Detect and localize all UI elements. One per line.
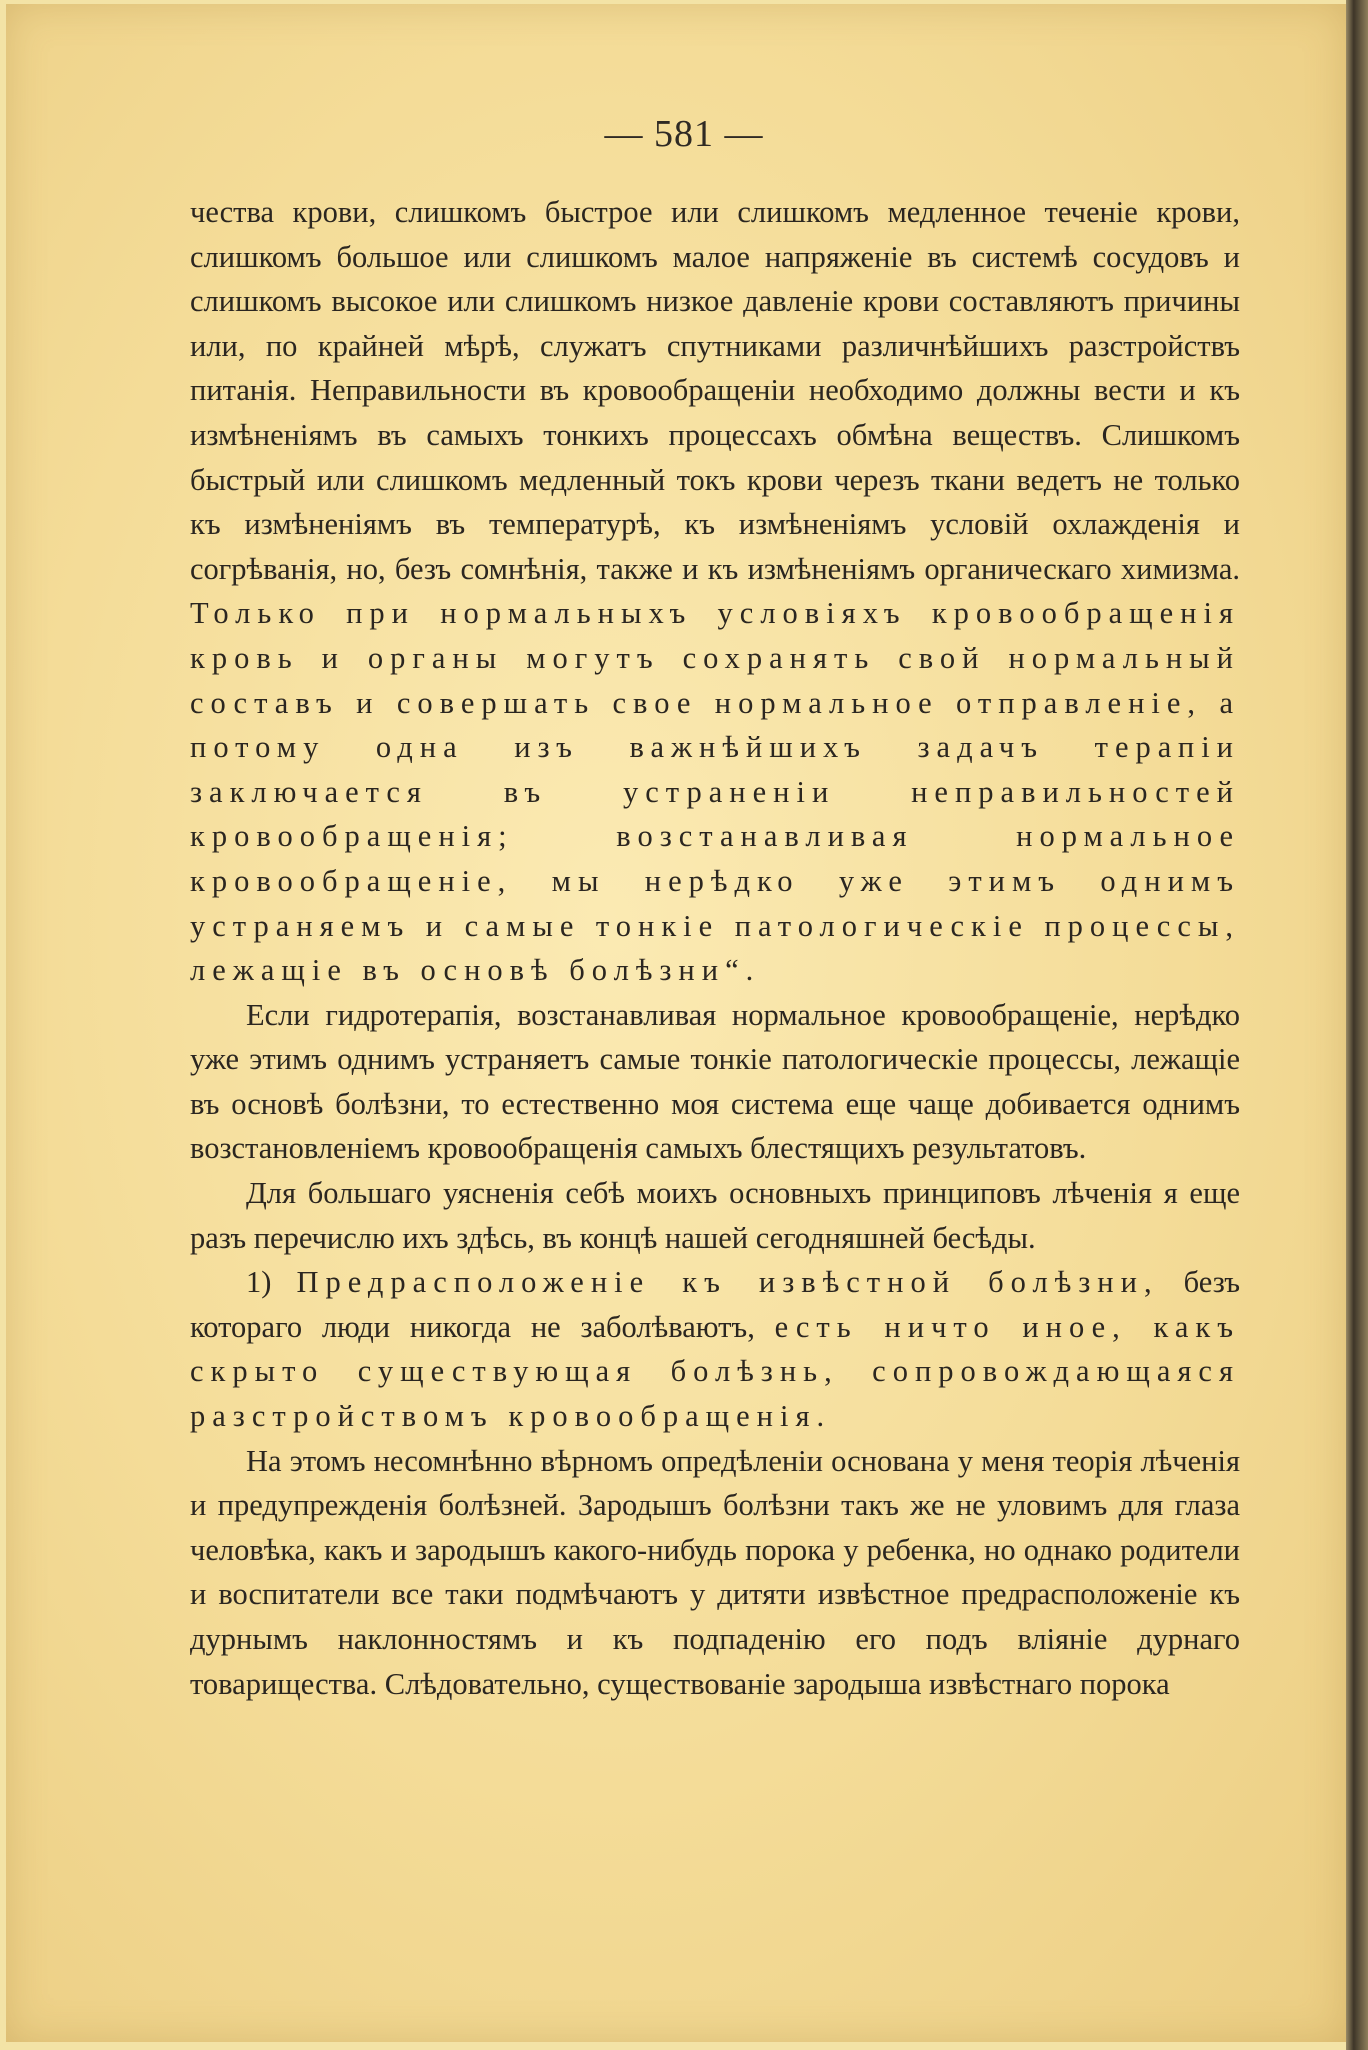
paragraph-text: Для большаго уясненія себѣ моихъ основныхъ принциповъ лѣченія я еще разъ перечислю ихъ здѣсь, въ концѣ нашей сегодняшней бесѣды. [190,1176,1240,1255]
paragraph-5 [190,1439,1240,1707]
paragraph-2 [190,993,1240,1171]
paragraph-3 [190,1171,1240,1260]
list-number: 1) [246,1265,297,1300]
spaced-emphasis-text: есть ничто иное, какъ скрыто существующая болѣзнь, сопровождающаяся разстройствомъ кровообращенія. [190,1309,1240,1434]
paragraph-text: чества крови, слишкомъ быстрое или слишкомъ медленное теченіе крови, слишкомъ большое или слишкомъ малое напряженіе въ системѣ сосудовъ и слишкомъ высокое или слишкомъ низкое давленіе крови составляютъ причины или, по крайней мѣрѣ, служатъ спутниками различнѣйшихъ разстройствъ питанія. Неправильности въ кровообращеніи необходимо должны вести и къ измѣненіямъ въ самыхъ тонкихъ процессахъ обмѣна веществъ. Слишкомъ быстрый или слишкомъ медленный токъ крови черезъ ткани ведетъ не только къ измѣненіямъ въ температурѣ, къ измѣненіямъ условій охлажденія и согрѣванія, но, безъ сомнѣнія, также и къ измѣненіямъ органическаго химизма. [190,195,1240,586]
spaced-emphasis-text: Только при нормальныхъ условіяхъ кровообращенія кровь и органы могутъ сохранять свой нормальный составъ и совершать свое нормальное отправленіе, а потому одна изъ важнѣйшихъ задачъ терапіи заключается въ устраненіи неправильностей кровообращенія; возстанавливая нормальное кровообращеніе, мы нерѣдко уже этимъ однимъ устраняемъ и самые тонкіе патологическіе процессы, лежащіе въ основѣ болѣзни“. [190,596,1240,988]
paragraph-4 [190,1260,1240,1438]
paragraph-text: Если гидротерапія, возстанавливая нормальное кровообращеніе, нерѣдко уже этимъ однимъ устраняетъ самые тонкіе патологическіе процессы, лежащіе въ основѣ болѣзни, то естественно моя система еще чаще добивается однимъ возстановленіемъ кровообращенія самыхъ блестящихъ результатовъ. [190,997,1240,1166]
paragraph-1 [190,190,1240,993]
page-number: — 581 — [604,113,764,155]
page-edge-shadow [1346,0,1368,2050]
paragraph-text: На этомъ несомнѣнно вѣрномъ опредѣленіи основана у меня теорія лѣченія и предупрежденія болѣзней. Зародышъ болѣзни такъ же не уловимъ для глаза человѣка, какъ и зародышъ какого-нибудь порока у ребенка, но однако родители и воспитатели все таки подмѣчаютъ у дитяти извѣстное предрасположеніе къ дурнымъ наклонностямъ и къ подпаденію его подъ вліяніе дурнаго товарищества. Слѣдовательно, существованіе зародыша извѣстнаго порока [190,1443,1240,1701]
spaced-emphasis-text: Предрасположеніе къ извѣстной болѣзни, [296,1265,1159,1300]
paragraph-text: безъ котораго люди никогда не заболѣваютъ, [190,1265,1240,1344]
body-text [190,190,1240,1706]
